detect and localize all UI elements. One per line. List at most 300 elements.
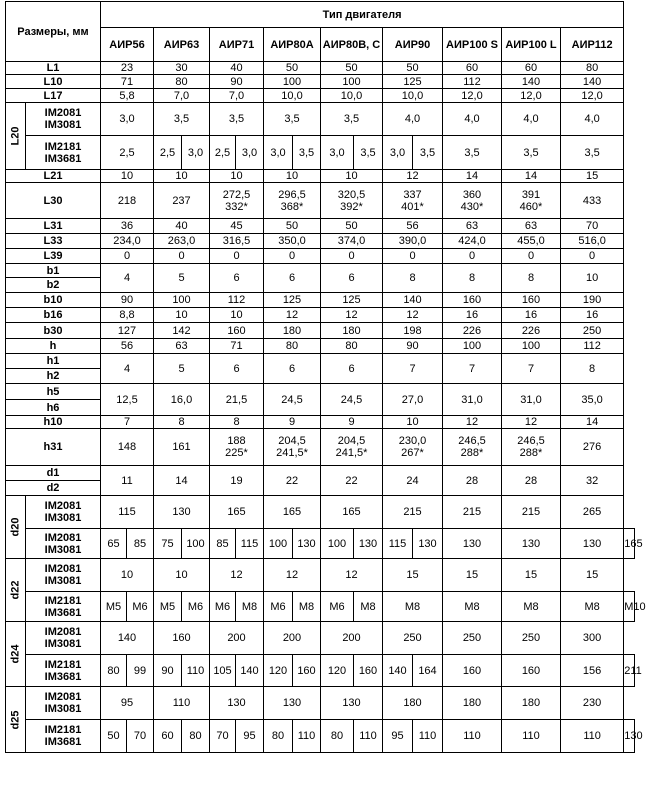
table-row	[6, 234, 635, 249]
value-cell: 12	[383, 308, 443, 323]
value-cell: 10	[154, 170, 210, 183]
value-cell: 15	[561, 170, 624, 183]
value-cell	[210, 183, 264, 219]
value-cell: 0	[502, 249, 561, 264]
table-row	[6, 687, 635, 720]
value-cell: 12,0	[561, 89, 624, 103]
value-cell: 130	[154, 496, 210, 529]
value-cell: 161	[154, 429, 210, 466]
value-cell: 230	[561, 687, 624, 720]
value-cell: 120	[321, 655, 354, 687]
value-cell: 265	[561, 496, 624, 529]
value-cell: 16,0	[154, 384, 210, 416]
table-row	[6, 529, 635, 559]
value-cell: 516,0	[561, 234, 624, 249]
value-cell: M10	[624, 592, 635, 622]
cell-line: 241,5*	[276, 447, 308, 459]
value-cell: 237	[154, 183, 210, 219]
value-cell	[443, 183, 502, 219]
value-cell: M8	[502, 592, 561, 622]
value-cell	[321, 429, 383, 466]
table-row	[6, 219, 635, 234]
value-cell: 127	[101, 323, 154, 339]
table-row	[6, 496, 635, 529]
value-cell: 27,0	[383, 384, 443, 416]
cell-line: 246,5	[458, 435, 486, 447]
value-cell: 16	[443, 308, 502, 323]
value-cell: 11	[101, 466, 154, 496]
value-cell: 63	[154, 339, 210, 354]
mount-type-cell	[26, 592, 101, 622]
value-cell: 160	[354, 655, 383, 687]
value-cell: 6	[264, 264, 321, 293]
cell-line: IM2081	[44, 500, 82, 512]
table-row	[6, 429, 635, 466]
value-cell: 190	[561, 293, 624, 308]
value-cell: 130	[502, 529, 561, 559]
value-cell: M6	[182, 592, 210, 622]
value-cell: 0	[264, 249, 321, 264]
value-cell: 0	[561, 249, 624, 264]
mount-type-cell	[26, 655, 101, 687]
value-cell: 15	[502, 559, 561, 592]
value-cell: 71	[101, 75, 154, 89]
value-cell: 180	[383, 687, 443, 720]
value-cell: 5	[154, 354, 210, 384]
mount-type-cell	[26, 529, 101, 559]
table-row	[6, 416, 635, 429]
value-cell: 10	[264, 170, 321, 183]
value-cell: 9	[264, 416, 321, 429]
value-cell: 45	[210, 219, 264, 234]
value-cell: 7	[443, 354, 502, 384]
value-cell: 110	[502, 720, 561, 753]
table-row	[6, 339, 635, 354]
cell-line: IM3081	[44, 638, 82, 650]
value-cell	[443, 429, 502, 466]
value-cell: 110	[413, 720, 443, 753]
value-cell: 99	[127, 655, 154, 687]
value-cell	[264, 183, 321, 219]
value-cell: 3,5	[264, 103, 321, 136]
group-label	[6, 622, 26, 687]
value-cell: 24	[383, 466, 443, 496]
value-cell: 215	[443, 496, 502, 529]
value-cell: 3,0	[321, 136, 354, 170]
table-row	[6, 720, 635, 753]
motor-header: АИР80В, С	[321, 28, 383, 62]
table-row	[6, 75, 635, 89]
cell-line: 267*	[401, 447, 424, 459]
group-label-text: d25	[9, 710, 22, 729]
value-cell: 12	[502, 416, 561, 429]
value-cell: 90	[383, 339, 443, 354]
table-row	[6, 354, 635, 369]
value-cell: 9	[321, 416, 383, 429]
cell-line: 225*	[225, 447, 248, 459]
value-cell: 160	[210, 323, 264, 339]
value-cell: 390,0	[383, 234, 443, 249]
value-cell: 6	[321, 264, 383, 293]
table-row	[6, 183, 635, 219]
value-cell: 7	[383, 354, 443, 384]
table-row	[6, 103, 635, 136]
value-cell: 160	[502, 293, 561, 308]
value-cell: 140	[236, 655, 264, 687]
value-cell: M6	[321, 592, 354, 622]
row-label-d1: d1	[6, 466, 101, 481]
value-cell	[210, 429, 264, 466]
value-cell: 4,0	[443, 103, 502, 136]
cell-line: IM2081	[44, 563, 82, 575]
row-label-h6: h6	[6, 400, 101, 416]
value-cell: 218	[101, 183, 154, 219]
cell-line: IM2181	[44, 594, 82, 607]
row-label-L10: L10	[6, 75, 101, 89]
value-cell: 10	[154, 559, 210, 592]
table-row	[6, 264, 635, 278]
value-cell: 0	[210, 249, 264, 264]
value-cell: 65	[101, 529, 127, 559]
mount-type-cell	[26, 687, 101, 720]
cell-line: IM3081	[44, 119, 82, 131]
group-label	[6, 687, 26, 753]
row-label-b30: b30	[6, 323, 101, 339]
row-label-L17: L17	[6, 89, 101, 103]
row-label-h: h	[6, 339, 101, 354]
value-cell: 8	[561, 354, 624, 384]
motor-header: АИР90	[383, 28, 443, 62]
motor-header: АИР71	[210, 28, 264, 62]
value-cell: 6	[210, 264, 264, 293]
value-cell: 3,5	[210, 103, 264, 136]
cell-line: 430*	[460, 200, 484, 213]
table-row	[6, 622, 635, 655]
cell-line: IM2081	[44, 626, 82, 638]
value-cell: 180	[443, 687, 502, 720]
value-cell: M6	[127, 592, 154, 622]
mount-type-cell	[26, 103, 101, 136]
value-cell: 8	[210, 416, 264, 429]
value-cell: 250	[443, 622, 502, 655]
value-cell: 63	[502, 219, 561, 234]
value-cell: 215	[502, 496, 561, 529]
group-label	[6, 559, 26, 622]
value-cell: 10	[210, 308, 264, 323]
row-label-L1: L1	[6, 62, 101, 75]
value-cell: 3,0	[264, 136, 293, 170]
value-cell: 433	[561, 183, 624, 219]
value-cell: 316,5	[210, 234, 264, 249]
value-cell: M5	[154, 592, 182, 622]
cell-line: IM2081	[44, 107, 82, 119]
value-cell: 63	[443, 219, 502, 234]
cell-line: 391	[521, 188, 541, 201]
value-cell: 19	[210, 466, 264, 496]
mount-type-cell	[26, 559, 101, 592]
value-cell	[502, 429, 561, 466]
value-cell: M5	[101, 592, 127, 622]
table-row	[6, 308, 635, 323]
cell-line: 368*	[280, 200, 304, 213]
value-cell: 112	[443, 75, 502, 89]
value-cell: 180	[502, 687, 561, 720]
value-cell: 455,0	[502, 234, 561, 249]
value-cell: 3,0	[101, 103, 154, 136]
value-cell: 14	[154, 466, 210, 496]
table-row	[6, 293, 635, 308]
value-cell: 80	[101, 655, 127, 687]
value-cell: 80	[561, 62, 624, 75]
value-cell: 6	[264, 354, 321, 384]
dimensions-table	[5, 1, 646, 753]
value-cell: 56	[383, 219, 443, 234]
value-cell: 15	[443, 559, 502, 592]
value-cell: 160	[293, 655, 321, 687]
group-label-text: d20	[9, 517, 22, 537]
value-cell: 4,0	[502, 103, 561, 136]
row-label-h31: h31	[6, 429, 101, 466]
cell-line: IM3081	[44, 512, 82, 524]
value-cell: 100	[321, 529, 354, 559]
value-cell: 3,5	[321, 103, 383, 136]
value-cell: 164	[413, 655, 443, 687]
value-cell: 80	[154, 75, 210, 89]
value-cell: 12	[321, 559, 383, 592]
cell-line: 320,5	[337, 188, 366, 201]
value-cell: 350,0	[264, 234, 321, 249]
value-cell: 3,5	[561, 136, 624, 170]
motor-header: АИР100 L	[502, 28, 561, 62]
mount-type-cell	[26, 136, 101, 170]
value-cell	[383, 183, 443, 219]
value-cell: 7,0	[154, 89, 210, 103]
value-cell: 250	[383, 622, 443, 655]
value-cell: 130	[413, 529, 443, 559]
value-cell: 50	[383, 62, 443, 75]
value-cell: 80	[321, 339, 383, 354]
motor-header: АИР100 S	[443, 28, 502, 62]
mount-type-cell	[26, 622, 101, 655]
value-cell: 6	[321, 354, 383, 384]
value-cell: 50	[264, 219, 321, 234]
value-cell: 8	[443, 264, 502, 293]
value-cell: 50	[321, 62, 383, 75]
value-cell: 75	[154, 529, 182, 559]
value-cell: 10	[101, 170, 154, 183]
row-label-L21: L21	[6, 170, 101, 183]
corner-header: Размеры, мм	[6, 2, 101, 62]
cell-line: IM2181	[44, 140, 82, 153]
value-cell: 28	[502, 466, 561, 496]
value-cell: 2,5	[154, 136, 182, 170]
value-cell: 0	[154, 249, 210, 264]
value-cell: 80	[264, 339, 321, 354]
value-cell: 70	[210, 720, 236, 753]
value-cell: 130	[321, 687, 383, 720]
table-row	[6, 466, 635, 481]
value-cell: 4	[101, 354, 154, 384]
value-cell: 100	[182, 529, 210, 559]
value-cell: 0	[101, 249, 154, 264]
value-cell: 140	[383, 655, 413, 687]
value-cell: 50	[264, 62, 321, 75]
row-label-h2: h2	[6, 369, 101, 384]
value-cell: 71	[210, 339, 264, 354]
value-cell: 95	[236, 720, 264, 753]
motor-header: АИР80А	[264, 28, 321, 62]
value-cell: 10,0	[264, 89, 321, 103]
value-cell: 12	[210, 559, 264, 592]
motor-header: АИР112	[561, 28, 624, 62]
value-cell: 90	[101, 293, 154, 308]
value-cell: 115	[383, 529, 413, 559]
value-cell: 110	[182, 655, 210, 687]
value-cell: M6	[264, 592, 293, 622]
value-cell: 10	[561, 264, 624, 293]
value-cell: 90	[154, 655, 182, 687]
value-cell: 140	[502, 75, 561, 89]
value-cell: 3,5	[443, 136, 502, 170]
value-cell: 7	[502, 354, 561, 384]
value-cell: 226	[502, 323, 561, 339]
value-cell: 2,5	[210, 136, 236, 170]
group-label	[6, 103, 26, 170]
value-cell: 85	[210, 529, 236, 559]
value-cell: M8	[236, 592, 264, 622]
value-cell: 263,0	[154, 234, 210, 249]
value-cell: 115	[101, 496, 154, 529]
value-cell: 226	[443, 323, 502, 339]
cell-line: IM3081	[44, 703, 82, 715]
value-cell: 100	[264, 529, 293, 559]
cell-line: IM2081	[44, 691, 82, 703]
table-row	[6, 89, 635, 103]
cell-line: 246,5	[517, 435, 545, 447]
cell-line: 204,5	[337, 435, 366, 447]
value-cell: 16	[561, 308, 624, 323]
value-cell: 3,0	[383, 136, 413, 170]
value-cell: 60	[154, 720, 182, 753]
value-cell: 32	[561, 466, 624, 496]
cell-line: 204,5	[278, 435, 306, 447]
value-cell: M8	[443, 592, 502, 622]
cell-line: IM3681	[44, 152, 82, 165]
cell-line: 288*	[519, 447, 543, 459]
value-cell: 14	[561, 416, 624, 429]
cell-line: 401*	[401, 200, 424, 213]
value-cell: 4	[101, 264, 154, 293]
group-label	[6, 496, 26, 559]
cell-line: IM2181	[44, 658, 82, 671]
value-cell: 95	[101, 687, 154, 720]
value-cell: 100	[321, 75, 383, 89]
value-cell: 3,5	[354, 136, 383, 170]
cell-line: 360	[462, 188, 482, 201]
value-cell: 100	[154, 293, 210, 308]
cell-line: IM3681	[44, 670, 82, 683]
cell-line: IM3081	[44, 543, 82, 556]
value-cell: 110	[354, 720, 383, 753]
value-cell: 165	[321, 496, 383, 529]
group-label-text: L20	[9, 126, 22, 146]
value-cell: 156	[561, 655, 624, 687]
value-cell: 8	[154, 416, 210, 429]
value-cell: 130	[443, 529, 502, 559]
value-cell: 10,0	[383, 89, 443, 103]
table-row	[6, 249, 635, 264]
motor-header: АИР56	[101, 28, 154, 62]
cell-line: IM3081	[44, 575, 82, 587]
cell-line: 230,0	[398, 435, 427, 447]
value-cell: 80	[264, 720, 293, 753]
cell-line: 460*	[519, 200, 543, 213]
value-cell	[502, 183, 561, 219]
value-cell: 211	[624, 655, 635, 687]
value-cell: 100	[502, 339, 561, 354]
table-row	[6, 2, 635, 28]
value-cell: 130	[293, 529, 321, 559]
value-cell: 8	[502, 264, 561, 293]
value-cell: 250	[502, 622, 561, 655]
table-row	[6, 28, 635, 62]
value-cell: 80	[321, 720, 354, 753]
value-cell: 180	[321, 323, 383, 339]
value-cell: 70	[127, 720, 154, 753]
value-cell: 4,0	[383, 103, 443, 136]
value-cell: 12	[264, 559, 321, 592]
row-label-L33: L33	[6, 234, 101, 249]
value-cell: 130	[264, 687, 321, 720]
value-cell: 120	[264, 655, 293, 687]
value-cell: 85	[127, 529, 154, 559]
value-cell: 56	[101, 339, 154, 354]
value-cell: 70	[561, 219, 624, 234]
value-cell: 12,0	[443, 89, 502, 103]
value-cell: M8	[561, 592, 624, 622]
row-label-b10: b10	[6, 293, 101, 308]
cell-line: 332*	[225, 200, 248, 213]
value-cell: 250	[561, 323, 624, 339]
value-cell: 24,5	[321, 384, 383, 416]
value-cell: 424,0	[443, 234, 502, 249]
value-cell: 130	[624, 720, 635, 753]
value-cell: 30	[154, 62, 210, 75]
value-cell: 6	[210, 354, 264, 384]
value-cell: 15	[561, 559, 624, 592]
value-cell: 31,0	[502, 384, 561, 416]
value-cell: 110	[561, 720, 624, 753]
value-cell: 165	[264, 496, 321, 529]
value-cell	[383, 429, 443, 466]
value-cell: 2,5	[101, 136, 154, 170]
value-cell	[321, 183, 383, 219]
cell-line: 392*	[340, 200, 363, 213]
cell-line: 188	[227, 435, 246, 447]
cell-line: IM2081	[44, 531, 82, 544]
value-cell: 125	[264, 293, 321, 308]
value-cell: 112	[210, 293, 264, 308]
value-cell: 4,0	[561, 103, 624, 136]
table-row	[6, 559, 635, 592]
row-label-h10: h10	[6, 416, 101, 429]
value-cell: 22	[321, 466, 383, 496]
value-cell: M6	[210, 592, 236, 622]
value-cell: 60	[502, 62, 561, 75]
value-cell: 3,5	[413, 136, 443, 170]
value-cell: 125	[383, 75, 443, 89]
value-cell: 160	[502, 655, 561, 687]
